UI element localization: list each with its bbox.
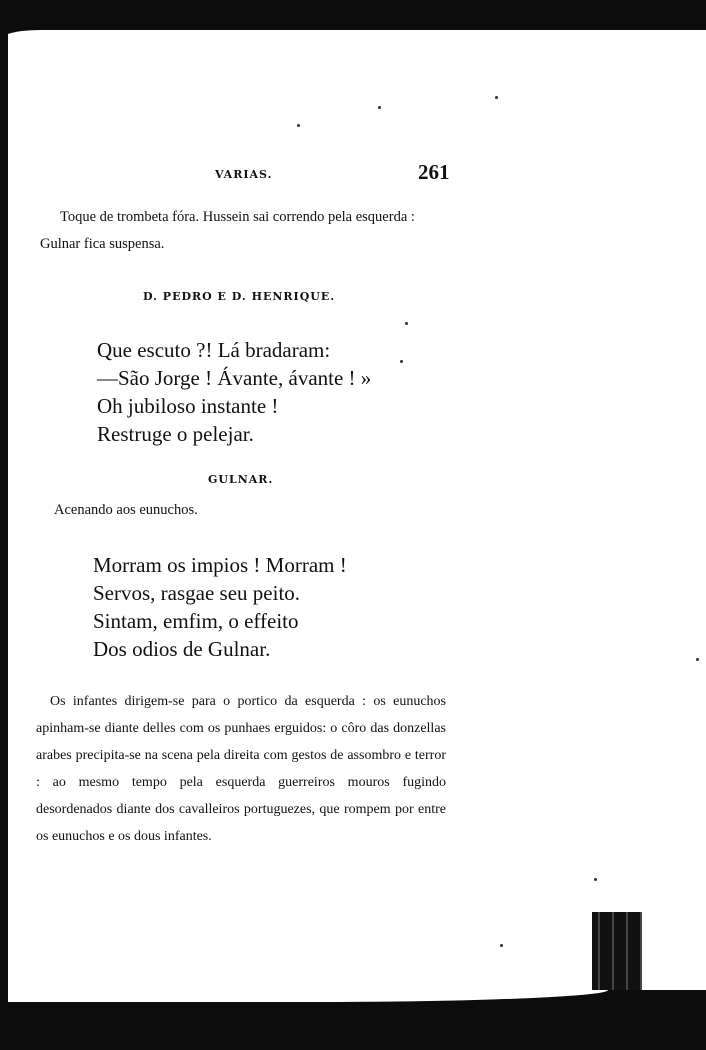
verse-line: Morram os impios ! Morram ! bbox=[93, 553, 347, 577]
stage-direction: Os infantes dirigem-se para o portico da esquerda : os eunuchos apinham-se diante delles com os punhaes erguidos: o côro das donzellas arabes precipita-se na scena pela direita com gestos de assombro e terror : ao mesmo tempo pela esquerda guerreiros mouros fugindo desordenados diante dos cavalleiros portuguezes, que rompem por entre os eunuchos e os dous infantes. bbox=[36, 694, 446, 844]
verse-line: Oh jubiloso instante ! bbox=[97, 394, 279, 418]
scan-speck bbox=[378, 106, 381, 109]
scan-speck bbox=[495, 96, 498, 99]
verse-stanza bbox=[97, 336, 371, 448]
scan-speck bbox=[400, 360, 403, 363]
speaker-name: GULNAR. bbox=[208, 473, 274, 486]
verse-line: Restruge o pelejar. bbox=[97, 422, 254, 446]
verse-line: Dos odios de Gulnar. bbox=[93, 637, 271, 661]
verse-line: Servos, rasgae seu peito. bbox=[93, 581, 301, 605]
scan-border-left bbox=[0, 20, 8, 1020]
page-number: 261 bbox=[418, 160, 450, 184]
scan-artifact-blot bbox=[592, 912, 642, 990]
scan-speck bbox=[405, 322, 408, 325]
stage-aside: Acenando aos eunuchos. bbox=[54, 502, 198, 518]
verse-stanza bbox=[93, 551, 347, 663]
scan-speck bbox=[696, 658, 699, 661]
running-head: VARIAS. bbox=[215, 168, 273, 181]
verse-line: Que escuto ?! Lá bradaram: bbox=[97, 338, 331, 362]
scan-speck bbox=[594, 878, 597, 881]
stage-direction: Toque de trombeta fóra. Hussein sai correndo pela esquerda : Gulnar fica suspensa. bbox=[40, 209, 415, 252]
verse-line: Sintam, emfim, o effeito bbox=[93, 609, 299, 633]
verse-line: —São Jorge ! Ávante, ávante ! » bbox=[97, 366, 372, 390]
speaker-name: D. PEDRO E D. HENRIQUE. bbox=[143, 290, 336, 303]
scan-speck bbox=[500, 944, 503, 947]
scan-border-curve bbox=[0, 30, 706, 52]
scan-speck bbox=[297, 124, 300, 127]
